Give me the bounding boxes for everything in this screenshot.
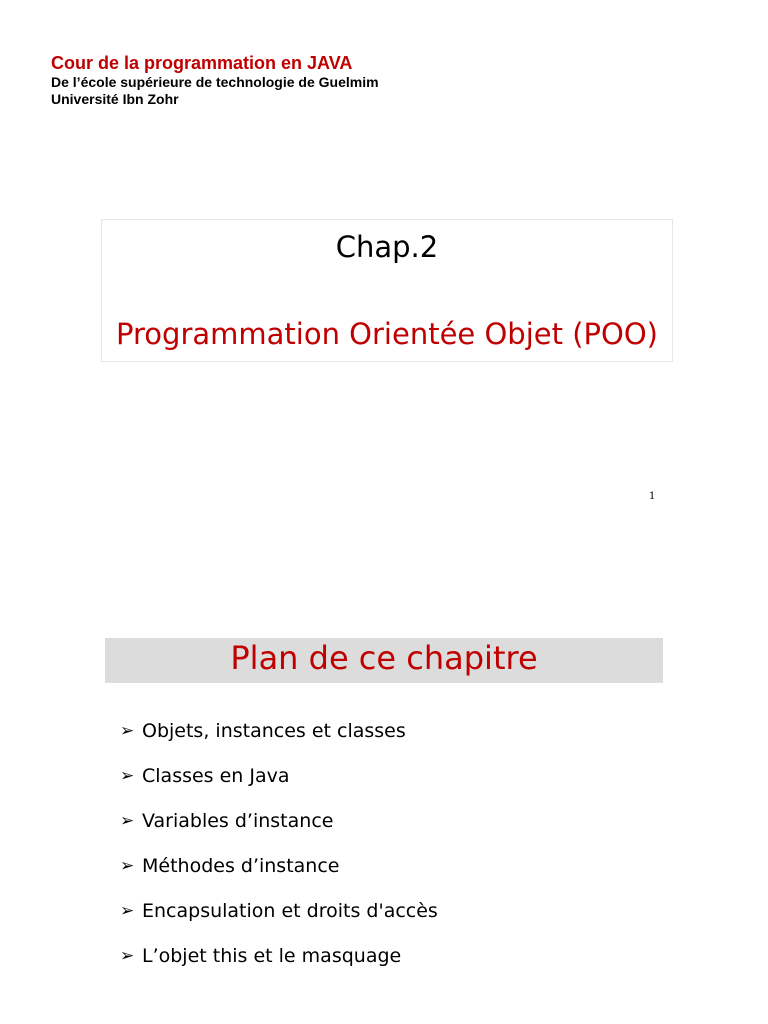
list-item — [120, 944, 438, 989]
list-item — [120, 854, 438, 899]
list-item-text: Variables d’instance — [142, 810, 334, 832]
list-item — [120, 809, 438, 854]
plan-list — [120, 719, 438, 989]
university-name: Université Ibn Zohr — [51, 91, 179, 107]
list-item-text: Méthodes d’instance — [142, 855, 340, 877]
list-item-text: Classes en Java — [142, 765, 290, 787]
arrowhead-bullet-icon: ➢ — [120, 721, 135, 741]
list-item — [120, 899, 438, 944]
chapter-title: Programmation Orientée Objet (POO) — [116, 317, 658, 351]
list-item — [120, 719, 438, 764]
plan-title: Plan de ce chapitre — [230, 639, 538, 677]
arrowhead-bullet-icon: ➢ — [120, 946, 135, 966]
chapter-number: Chap.2 — [335, 230, 439, 264]
arrowhead-bullet-icon: ➢ — [120, 766, 135, 786]
arrowhead-bullet-icon: ➢ — [120, 811, 135, 831]
list-item-text: L’objet this et le masquage — [142, 945, 402, 967]
document-header — [51, 52, 379, 108]
list-item — [120, 764, 438, 809]
arrowhead-bullet-icon: ➢ — [120, 901, 135, 921]
list-item-text: Encapsulation et droits d'accès — [142, 900, 438, 922]
list-item-text: Objets, instances et classes — [142, 720, 406, 742]
page-number: 1 — [649, 491, 656, 502]
arrowhead-bullet-icon: ➢ — [120, 856, 135, 876]
plan-heading-bar — [105, 638, 663, 683]
chapter-title-box — [101, 219, 673, 362]
school-name: De l’école supérieure de technologie de Guelmim — [51, 74, 379, 90]
course-title: Cour de la programmation en JAVA — [51, 53, 353, 73]
